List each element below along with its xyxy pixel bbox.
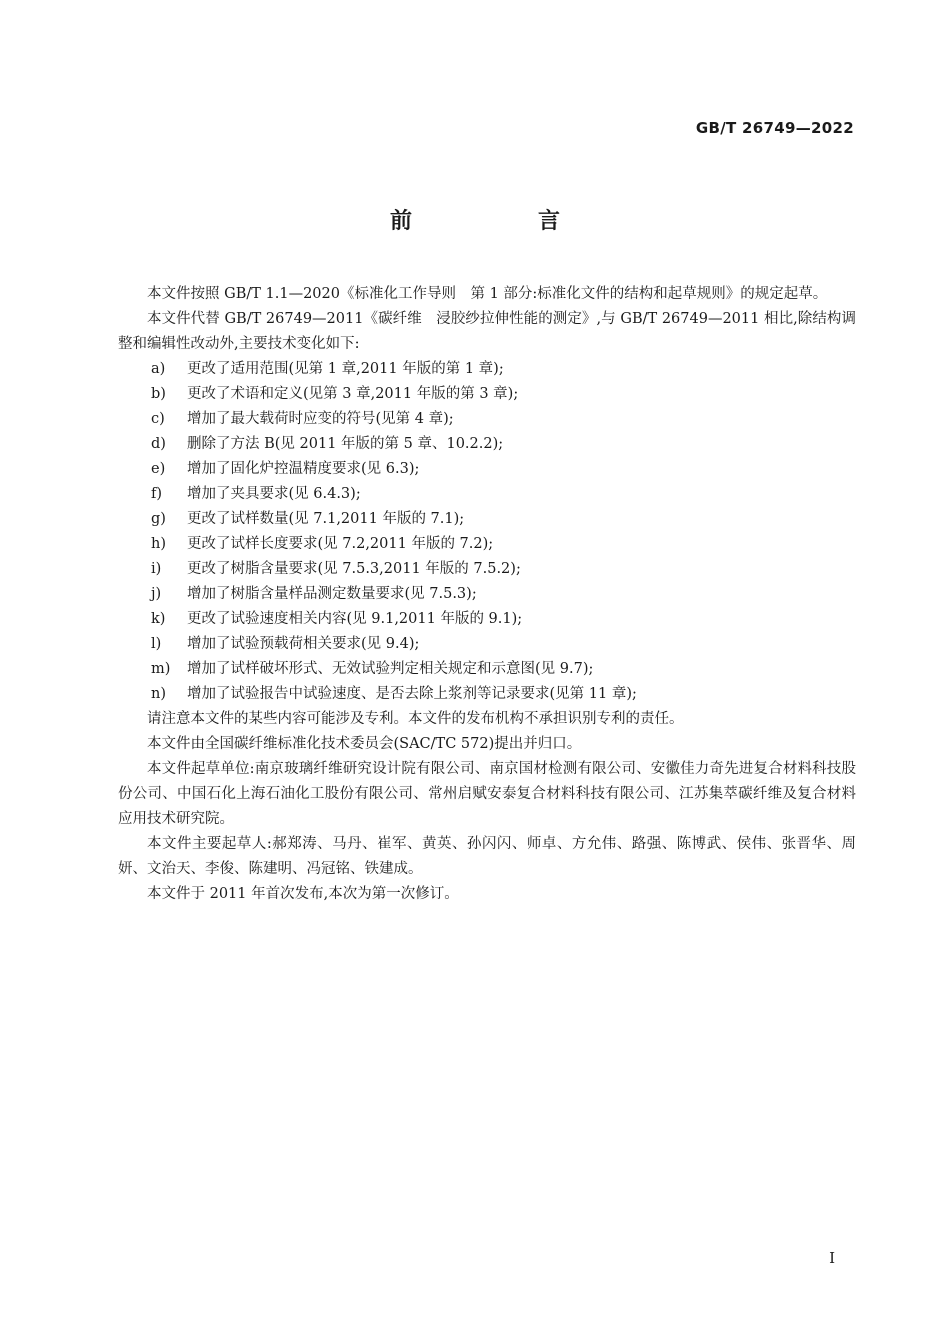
list-text: 更改了试样数量(见 7.1,2011 年版的 7.1); (187, 511, 465, 527)
proposer-paragraph: 本文件由全国碳纤维标准化技术委员会(SAC/TC 572)提出并归口。 (147, 736, 582, 752)
page-number: I (829, 1249, 835, 1267)
list-item (118, 407, 856, 432)
publication-history-paragraph: 本文件于 2011 年首次发布,本次为第一次修订。 (147, 886, 459, 902)
list-label: d) (151, 436, 166, 452)
list-label: k) (151, 611, 166, 627)
list-item (118, 457, 856, 482)
list-text: 增加了固化炉控温精度要求(见 6.3); (187, 461, 420, 477)
list-text: 增加了试验报告中试验速度、是否去除上浆剂等记录要求(见第 11 章); (187, 686, 637, 702)
list-item (118, 582, 856, 607)
paragraph: 本文件按照 GB/T 1.1—2020《标准化工作导则 第 1 部分:标准化文件的结构和起草规则》的规定起草。 (147, 286, 828, 302)
list-label: i) (151, 561, 162, 577)
page-title: 前 言 (389, 209, 612, 234)
list-item (118, 357, 856, 382)
list-text: 更改了试样长度要求(见 7.2,2011 年版的 7.2); (187, 536, 494, 552)
list-label: c) (151, 411, 165, 427)
list-label: e) (151, 461, 166, 477)
foreword-body (118, 282, 856, 907)
list-text: 更改了适用范围(见第 1 章,2011 年版的第 1 章); (187, 361, 504, 377)
drafting-units-paragraph: 本文件起草单位:南京玻璃纤维研究设计院有限公司、南京国材检测有限公司、安徽佳力奇先进复合材料科技股份公司、中国石化上海石油化工股份有限公司、常州启赋安泰复合材料科技有限公司、江苏集萃碳纤维及复合材料应用技术研究院。 (118, 761, 856, 827)
list-text: 增加了试验预载荷相关要求(见 9.4); (187, 636, 420, 652)
list-text: 增加了树脂含量样品测定数量要求(见 7.5.3); (187, 586, 477, 602)
standard-code: GB/T 26749—2022 (695, 119, 854, 137)
list-item (118, 607, 856, 632)
change-list (118, 357, 856, 707)
list-label: h) (151, 536, 166, 552)
list-label: b) (151, 386, 166, 402)
list-item (118, 632, 856, 657)
list-item (118, 382, 856, 407)
patent-notice: 请注意本文件的某些内容可能涉及专利。本文件的发布机构不承担识别专利的责任。 (147, 711, 684, 727)
list-item (118, 657, 856, 682)
list-text: 增加了最大载荷时应变的符号(见第 4 章); (187, 411, 454, 427)
drafters-paragraph: 本文件主要起草人:郝郑涛、马丹、崔军、黄英、孙闪闪、师卓、方允伟、路强、陈博武、侯伟、张晋华、周妍、文治天、李俊、陈建明、冯冠铭、铁建成。 (118, 836, 856, 877)
list-label: n) (151, 686, 166, 702)
list-text: 增加了试样破坏形式、无效试验判定相关规定和示意图(见 9.7); (187, 661, 594, 677)
list-item (118, 532, 856, 557)
paragraph: 本文件代替 GB/T 26749—2011《碳纤维 浸胶纱拉伸性能的测定》,与 GB/T 26749—2011 相比,除结构调整和编辑性改动外,主要技术变化如下: (118, 311, 856, 352)
list-item (118, 682, 856, 707)
list-text: 删除了方法 B(见 2011 年版的第 5 章、10.2.2); (187, 436, 504, 452)
list-label: m) (151, 661, 171, 677)
list-item (118, 557, 856, 582)
list-item (118, 482, 856, 507)
list-item (118, 432, 856, 457)
list-label: j) (151, 586, 162, 602)
list-label: a) (151, 361, 166, 377)
list-label: g) (151, 511, 166, 527)
list-text: 增加了夹具要求(见 6.4.3); (187, 486, 361, 502)
list-label: l) (151, 636, 162, 652)
list-text: 更改了术语和定义(见第 3 章,2011 年版的第 3 章); (187, 386, 519, 402)
list-text: 更改了试验速度相关内容(见 9.1,2011 年版的 9.1); (187, 611, 523, 627)
list-label: f) (151, 486, 163, 502)
list-item (118, 507, 856, 532)
list-text: 更改了树脂含量要求(见 7.5.3,2011 年版的 7.5.2); (187, 561, 521, 577)
